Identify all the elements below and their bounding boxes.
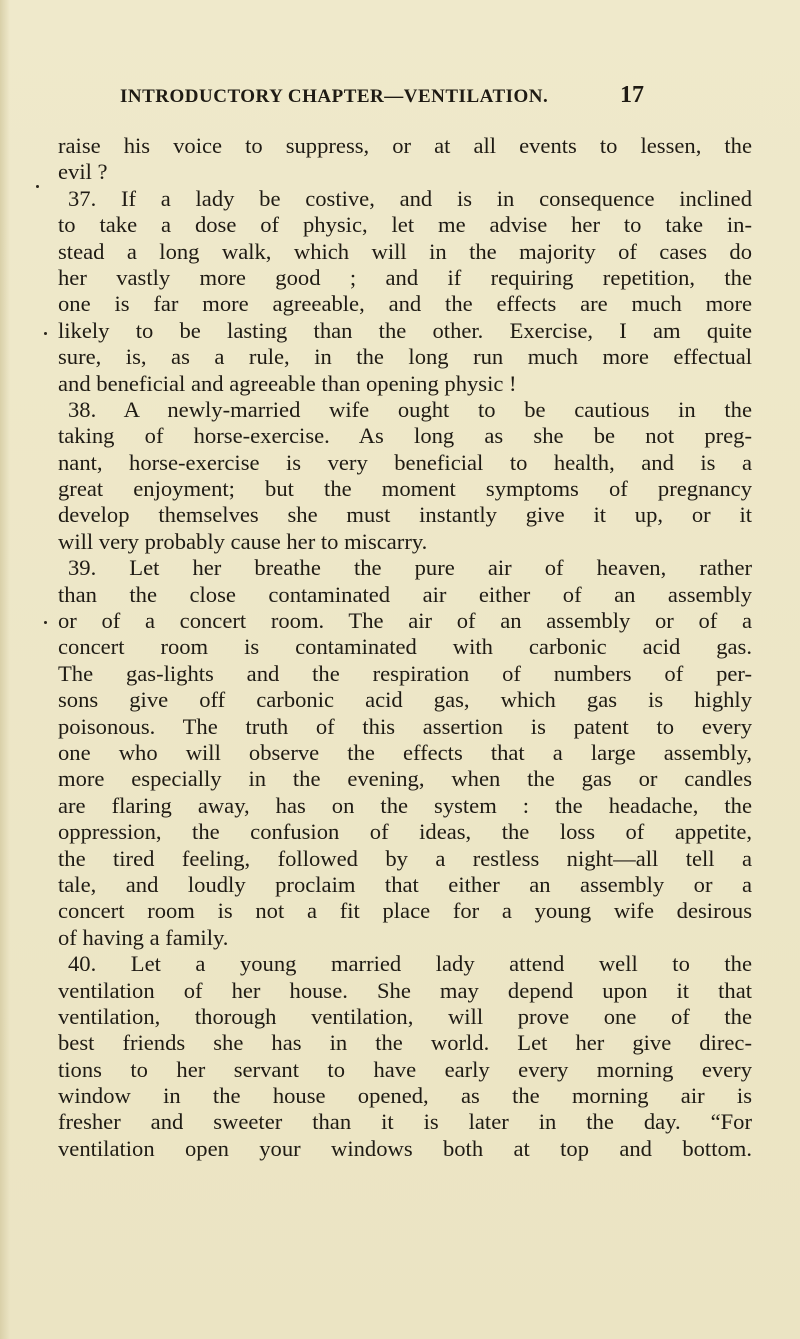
text-line: more especially in the evening, when the gas or candles xyxy=(58,766,752,792)
text-line: sons give off carbonic acid gas, which gas is highly xyxy=(58,687,752,713)
body-text xyxy=(58,133,752,1162)
text-line: of having a family. xyxy=(58,924,229,950)
text-line: taking of horse-exercise. As long as she be not preg- xyxy=(58,423,752,449)
text-line: than the close contaminated air either of an assembly xyxy=(58,581,752,607)
text-line: and beneficial and agreeable than opening physic ! xyxy=(58,370,517,396)
text-line: the tired feeling, followed by a restless night—all tell a xyxy=(58,845,752,871)
text-line: are flaring away, has on the system : the headache, the xyxy=(58,792,752,818)
text-line: will very probably cause her to miscarry. xyxy=(58,528,428,554)
margin-speck xyxy=(44,621,47,624)
text-line: best friends she has in the world. Let her give direc- xyxy=(58,1030,752,1056)
page-number: 17 xyxy=(620,82,644,108)
text-line: great enjoyment; but the moment symptoms of pregnancy xyxy=(58,476,752,502)
text-line: 40. Let a young married lady attend well to the xyxy=(68,951,752,977)
text-line: tale, and loudly proclaim that either an assembly or a xyxy=(58,871,752,897)
text-line: ventilation open your windows both at top and bottom. xyxy=(58,1135,752,1161)
text-line: evil ? xyxy=(58,159,108,185)
text-line: fresher and sweeter than it is later in the day. “For xyxy=(58,1109,752,1135)
text-line: develop themselves she must instantly give it up, or it xyxy=(58,502,752,528)
text-line: 38. A newly-married wife ought to be cautious in the xyxy=(68,396,752,422)
text-line: The gas-lights and the respiration of numbers of per- xyxy=(58,660,752,686)
text-line: stead a long walk, which will in the majority of cases do xyxy=(58,238,752,264)
text-line: window in the house opened, as the morning air is xyxy=(58,1083,752,1109)
page-binding-edge xyxy=(0,0,10,1339)
text-line: to take a dose of physic, let me advise her to take in- xyxy=(58,212,752,238)
text-line: or of a concert room. The air of an assembly or of a xyxy=(58,608,752,634)
text-line: poisonous. The truth of this assertion is patent to every xyxy=(58,713,752,739)
text-line: ventilation of her house. She may depend upon it that xyxy=(58,977,752,1003)
text-line: 39. Let her breathe the pure air of heaven, rather xyxy=(68,555,752,581)
text-line: 37. If a lady be costive, and is in consequence inclined xyxy=(68,185,752,211)
text-line: raise his voice to suppress, or at all events to lessen, the xyxy=(58,133,752,158)
text-line: likely to be lasting than the other. Exercise, I am quite xyxy=(58,317,752,343)
text-line: one who will observe the effects that a large assembly, xyxy=(58,739,752,765)
text-line: concert room is contaminated with carbonic acid gas. xyxy=(58,634,752,660)
text-line: oppression, the confusion of ideas, the loss of appetite, xyxy=(58,819,752,845)
text-line: nant, horse-exercise is very beneficial to health, and is a xyxy=(58,449,752,475)
running-head xyxy=(0,82,800,110)
text-line: her vastly more good ; and if requiring repetition, the xyxy=(58,264,752,290)
text-line: ventilation, thorough ventilation, will prove one of the xyxy=(58,1003,752,1029)
text-line: concert room is not a fit place for a young wife desirous xyxy=(58,898,752,924)
running-head-title: INTRODUCTORY CHAPTER—VENTILATION. xyxy=(120,86,549,107)
margin-speck xyxy=(36,185,39,188)
text-line: tions to her servant to have early every morning every xyxy=(58,1056,752,1082)
text-line: one is far more agreeable, and the effects are much more xyxy=(58,291,752,317)
text-line: sure, is, as a rule, in the long run much more effectual xyxy=(58,344,752,370)
margin-speck xyxy=(44,332,47,335)
